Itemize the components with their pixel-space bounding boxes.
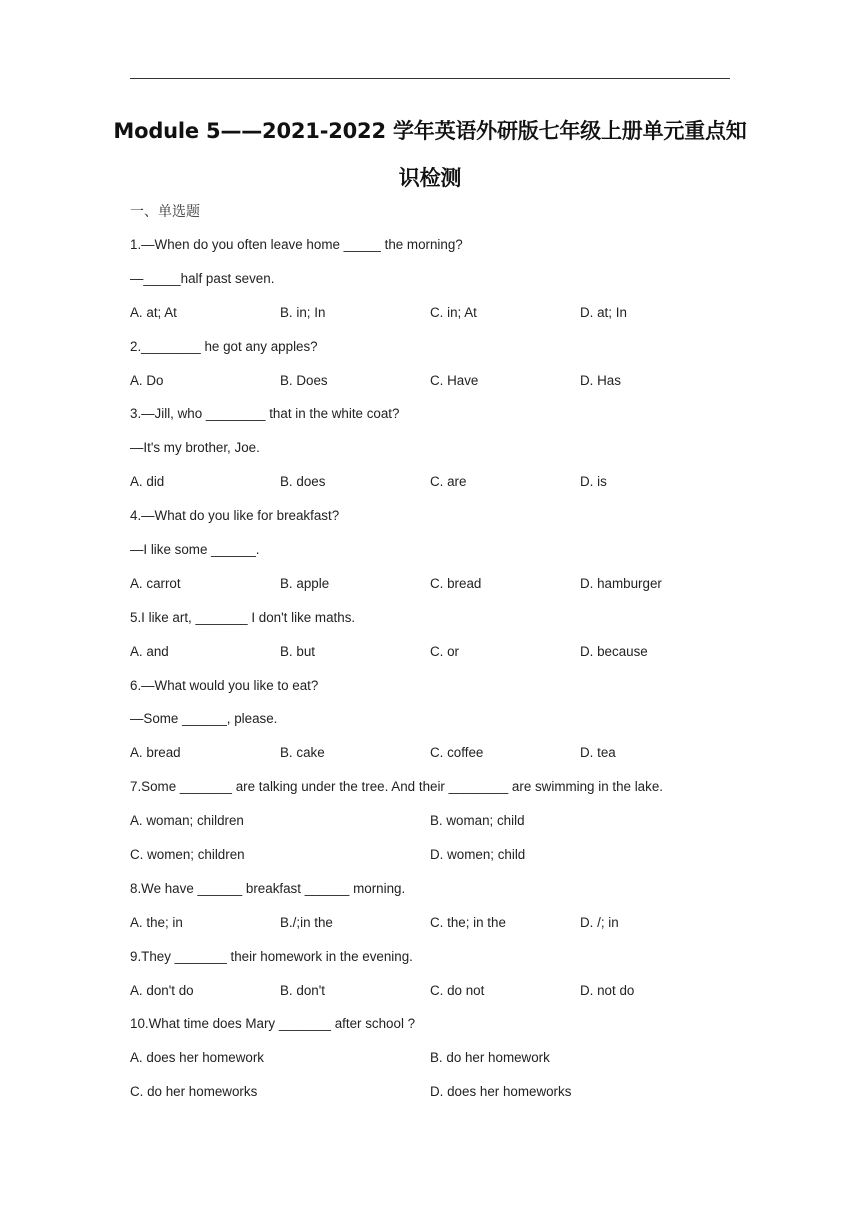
options-row <box>130 1045 750 1079</box>
question-stem: 1.—When do you often leave home _____ the morning? <box>130 237 463 252</box>
options-row <box>130 808 750 842</box>
options-row <box>130 571 750 605</box>
options-row <box>130 1079 750 1113</box>
option-b: B. in; In <box>280 304 326 320</box>
options-row <box>130 978 750 1012</box>
title-line-2: 识检测 <box>398 166 462 190</box>
options-row <box>130 740 750 774</box>
option-b: B. don't <box>280 982 325 998</box>
option-b: B. Does <box>280 372 328 388</box>
question-stem: —Some ______, please. <box>130 711 278 727</box>
section-heading: 一、单选题 <box>130 204 200 220</box>
option-c: C. are <box>430 474 467 490</box>
option-c: C. the; in the <box>430 914 506 930</box>
question-stem: 10.What time does Mary _______ after school ? <box>130 1016 416 1032</box>
option-a: A. does her homework <box>130 1050 264 1066</box>
option-b: B. does <box>280 474 326 490</box>
option-d: D. does her homeworks <box>430 1084 572 1100</box>
option-a: A. woman; children <box>130 813 244 829</box>
option-a: A. Do <box>130 372 164 388</box>
option-d: D. is <box>580 474 607 490</box>
document-title <box>100 108 760 202</box>
option-d: D. Has <box>580 372 621 388</box>
question-stem: 5.I like art, _______ I don't like maths. <box>130 609 356 625</box>
options-row <box>130 300 750 334</box>
option-a: A. did <box>130 474 165 490</box>
option-d: D. tea <box>580 745 616 761</box>
option-c: C. or <box>430 643 460 659</box>
option-d: D. women; child <box>430 847 526 863</box>
option-c: C. do not <box>430 982 485 998</box>
option-c: C. bread <box>430 575 482 591</box>
option-c: C. in; At <box>430 304 477 320</box>
option-d: D. at; In <box>580 304 627 320</box>
options-row <box>130 639 750 673</box>
option-b: B. woman; child <box>430 813 525 829</box>
option-b: B. apple <box>280 575 330 591</box>
option-c: C. Have <box>430 372 479 388</box>
question-stem: 4.—What do you like for breakfast? <box>130 508 340 524</box>
option-d: D. because <box>580 643 648 659</box>
question-stem: 2.________ he got any apples? <box>130 338 318 354</box>
question-stem: 9.They _______ their homework in the evening. <box>130 948 413 964</box>
option-d: D. hamburger <box>580 575 662 591</box>
question-stem: 7.Some _______ are talking under the tree. And their ________ are swimming in the lake. <box>130 779 663 795</box>
option-a: A. don't do <box>130 982 194 998</box>
question-stem: 6.—What would you like to eat? <box>130 677 319 693</box>
option-b: B./;in the <box>280 914 333 930</box>
question-list <box>130 232 750 1113</box>
question-stem: —It's my brother, Joe. <box>130 440 260 456</box>
option-b: B. do her homework <box>430 1050 550 1066</box>
option-a: A. the; in <box>130 914 183 930</box>
option-a: A. carrot <box>130 575 181 591</box>
option-a: A. bread <box>130 745 181 761</box>
options-row <box>130 469 750 503</box>
option-a: A. and <box>130 643 169 659</box>
option-b: B. but <box>280 643 315 659</box>
option-c: C. do her homeworks <box>130 1084 258 1100</box>
option-c: C. women; children <box>130 847 245 863</box>
options-row <box>130 368 750 402</box>
option-a: A. at; At <box>130 304 177 320</box>
question-stem: —_____half past seven. <box>130 270 275 286</box>
option-b: B. cake <box>280 745 325 761</box>
title-line-1: Module 5——2021-2022 学年英语外研版七年级上册单元重点知 <box>113 119 747 143</box>
question-stem: 8.We have ______ breakfast ______ morning. <box>130 880 406 896</box>
option-d: D. not do <box>580 982 635 998</box>
option-d: D. /; in <box>580 914 619 930</box>
header-rule <box>130 78 730 79</box>
options-row <box>130 910 750 944</box>
question-stem: 3.—Jill, who ________ that in the white coat? <box>130 406 400 422</box>
question-stem: —I like some ______. <box>130 542 260 558</box>
option-c: C. coffee <box>430 745 484 761</box>
options-row <box>130 842 750 876</box>
